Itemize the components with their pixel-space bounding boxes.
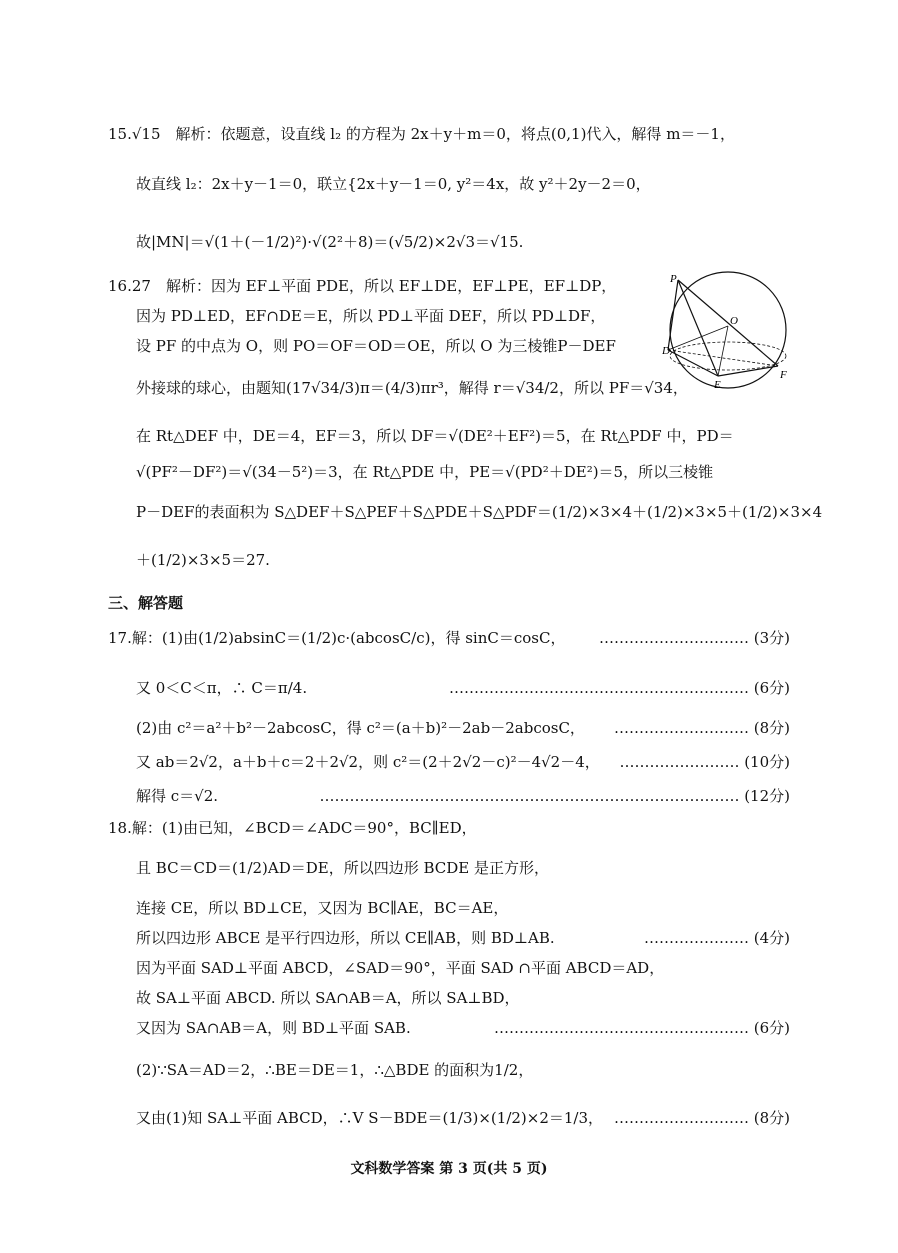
q17-line-4: 又 ab＝2√2，a＋b＋c＝2＋2√2，则 c²＝(2＋2√2－c)²－4√2－4，	[136, 753, 600, 771]
q15-line-1: 15.√15 解析：依题意，设直线 l₂ 的方程为 2x＋y＋m＝0，将点(0,1)代入，解得 m＝－1，	[108, 125, 735, 143]
q16-line-7: P－DEF的表面积为 S△DEF＋S△PEF＋S△PDE＋S△PDF＝(1/2)×3×4＋(1/2)×3×5＋(1/2)×3×4	[136, 503, 823, 521]
q17-line-5: 解得 c＝√2.	[136, 787, 219, 805]
segment-oe	[718, 326, 728, 376]
q16-line-3: 设 PF 的中点为 O，则 PO＝OF＝OD＝OE，所以 O 为三棱锥P－DEF	[136, 337, 616, 355]
edge-pd	[668, 280, 678, 350]
q17-line-3: (2)由 c²＝a²＋b²－2abcosC，得 c²＝(a＋b)²－2ab－2abcosC，	[136, 719, 585, 737]
q18-score-4: ………………… (4分)	[643, 929, 790, 947]
q18-line-5: 因为平面 SAD⊥平面 ABCD，∠SAD＝90°，平面 SAD ∩平面 ABCD＝AD，	[136, 959, 665, 977]
label-d: D	[662, 345, 670, 357]
sphere-equator	[670, 342, 786, 370]
q18-line-6: 故 SA⊥平面 ABCD. 所以 SA∩AB＝A，所以 SA⊥BD，	[136, 989, 520, 1007]
q16-line-1: 16.27 解析：因为 EF⊥平面 PDE，所以 EF⊥DE，EF⊥PE，EF⊥DP，	[108, 277, 617, 295]
sphere-outline	[670, 272, 786, 388]
q16-line-5: 在 Rt△DEF 中，DE＝4，EF＝3，所以 DF＝√(DE²＋EF²)＝5，在 Rt△PDF 中，PD＝	[136, 427, 734, 445]
edge-pe	[678, 280, 718, 376]
q18-line-8: (2)∵SA＝AD＝2，∴BE＝DE＝1，∴△BDE 的面积为1/2，	[136, 1061, 534, 1079]
q18-line-9: 又由(1)知 SA⊥平面 ABCD，∴V S－BDE＝(1/3)×(1/2)×2＝1/3，	[136, 1109, 604, 1127]
q18-line-3: 连接 CE，所以 BD⊥CE，又因为 BC∥AE，BC＝AE，	[136, 899, 509, 917]
q18-score-9: ……………………… (8分)	[613, 1109, 790, 1127]
q16-line-2: 因为 PD⊥ED，EF∩DE＝E，所以 PD⊥平面 DEF，所以 PD⊥DF，	[136, 307, 606, 325]
q16-line-6: √(PF²－DF²)＝√(34－5²)＝3，在 Rt△PDE 中，PE＝√(PD²＋DE²)＝5，所以三棱锥	[136, 463, 714, 481]
q17-score-3: ……………………… (8分)	[613, 719, 790, 737]
q18-score-7: …………………………………………… (6分)	[493, 1019, 790, 1037]
label-e: E	[714, 379, 721, 391]
q17-score-1: ………………………… (3分)	[598, 629, 790, 647]
label-f: F	[780, 369, 787, 381]
q18-line-4: 所以四边形 ABCE 是平行四边形，所以 CE∥AB，则 BD⊥AB.	[136, 929, 555, 947]
q17-line-1: 17.解：(1)由(1/2)absinC＝(1/2)c·(abcosC/c)，得 sinC＝cosC，	[108, 629, 566, 647]
sphere-pyramid-figure	[662, 270, 794, 392]
section-heading: 三、解答题	[108, 594, 184, 612]
page-footer: 文科数学答案 第 3 页(共 5 页)	[350, 1161, 548, 1177]
q17-score-5: ………………………………………………………………………… (12分)	[319, 787, 790, 805]
label-o: O	[730, 315, 738, 327]
q16-line-4: 外接球的球心，由题知(17√34/3)π＝(4/3)πr³，解得 r＝√34/2，所以 PF＝√34，	[136, 379, 688, 397]
label-p: P	[670, 273, 677, 285]
q17-score-4: …………………… (10分)	[619, 753, 790, 771]
q18-line-1: 18.解：(1)由已知，∠BCD＝∠ADC＝90°，BC∥ED，	[108, 819, 477, 837]
edge-pf	[678, 280, 778, 366]
q18-line-7: 又因为 SA∩AB＝A，则 BD⊥平面 SAB.	[136, 1019, 411, 1037]
segment-od	[668, 326, 728, 350]
q15-line-3: 故|MN|＝√(1＋(－1/2)²)·√(2²＋8)＝(√5/2)×2√3＝√15.	[136, 233, 524, 251]
q17-line-2: 又 0＜C＜π，∴ C＝π/4.	[136, 679, 308, 697]
q18-line-2: 且 BC＝CD＝(1/2)AD＝DE，所以四边形 BCDE 是正方形，	[136, 859, 550, 877]
q17-score-2: …………………………………………………… (6分)	[448, 679, 790, 697]
q16-line-8: ＋(1/2)×3×5＝27.	[136, 551, 270, 569]
q15-line-2: 故直线 l₂：2x＋y－1＝0，联立{2x＋y－1＝0, y²＝4x，故 y²＋2y－2＝0，	[136, 175, 651, 193]
